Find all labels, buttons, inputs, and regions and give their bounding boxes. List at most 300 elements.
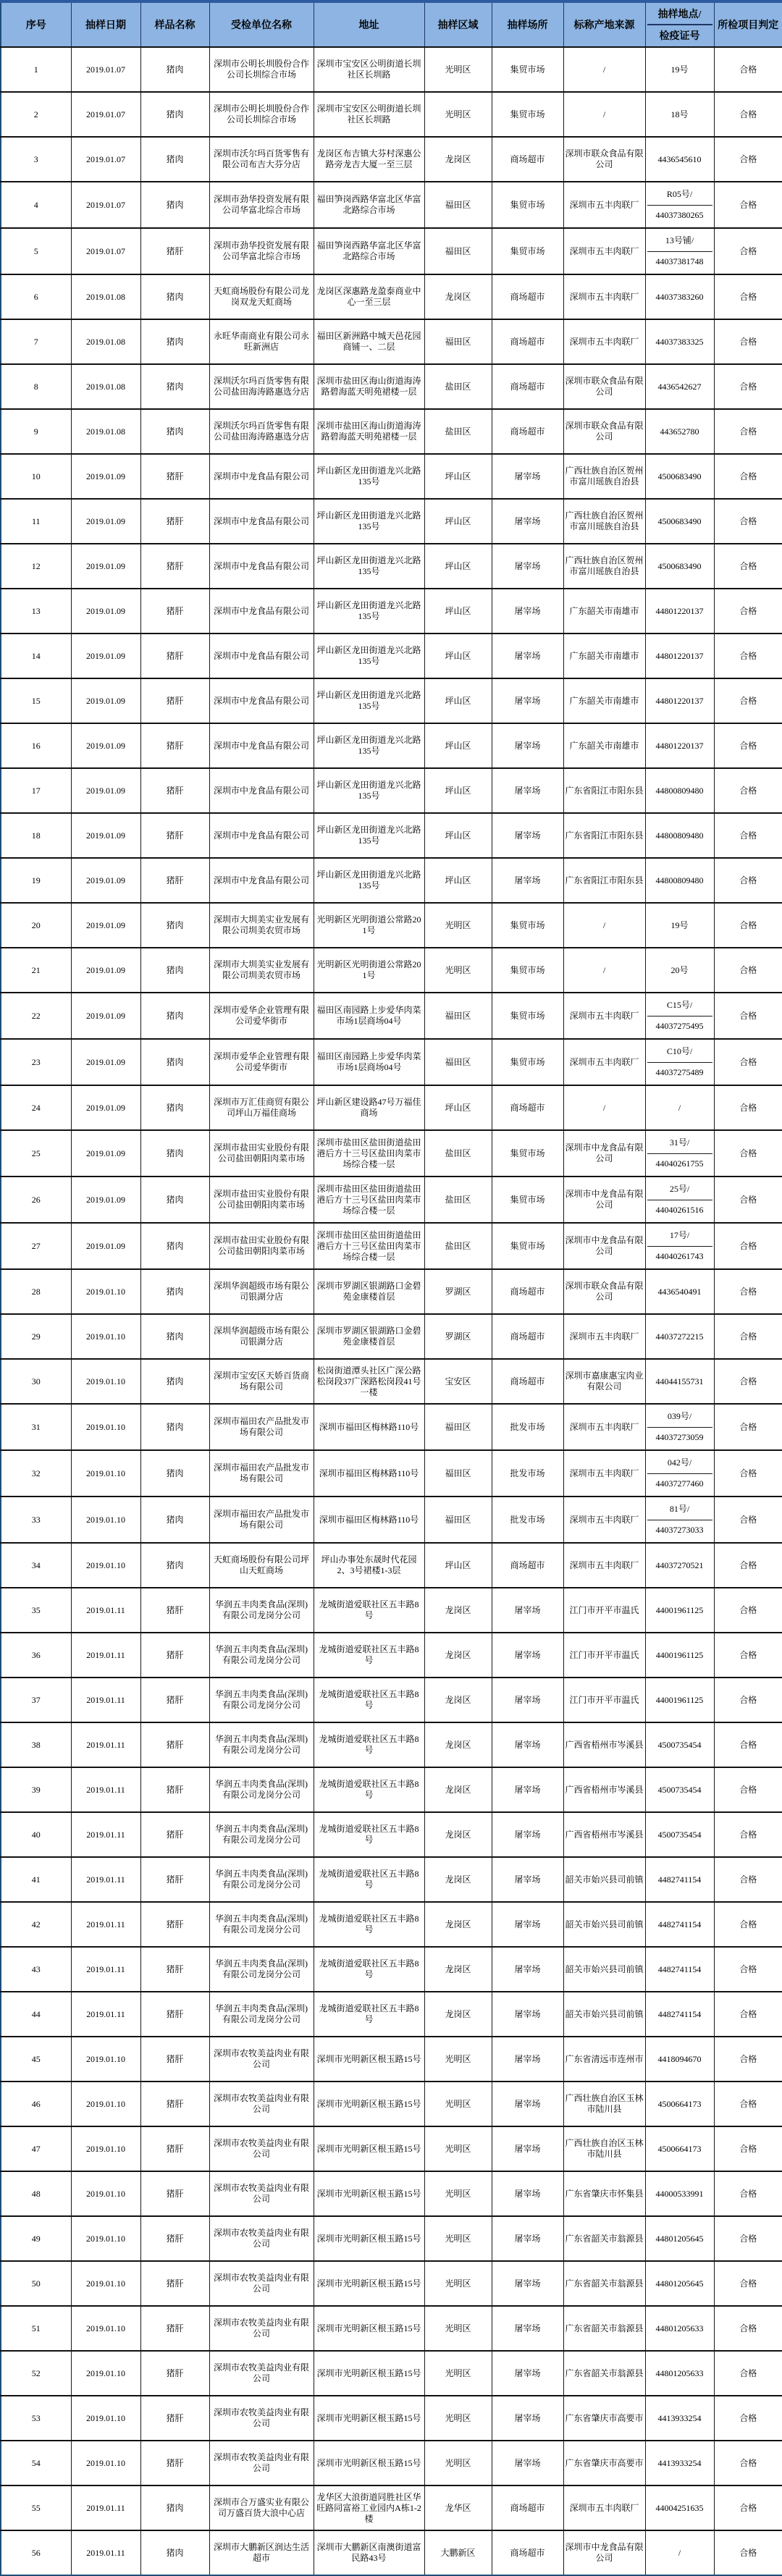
cell-date: 2019.01.10 — [71, 1359, 140, 1404]
cell-address: 坪山新区龙田街道龙兴北路135号 — [314, 678, 424, 723]
cell-cert: 4482741154 — [645, 1857, 714, 1902]
cell-venue: 批发市场 — [492, 1497, 563, 1543]
cell-no: 21 — [1, 948, 71, 993]
cell-cert: 44800809480 — [645, 813, 714, 858]
cell-district: 龙岗区 — [424, 274, 492, 319]
col-header-no: 序号 — [1, 1, 71, 47]
cell-venue: 商场超市 — [492, 137, 563, 182]
cell-date: 2019.01.08 — [71, 409, 140, 454]
cell-no: 16 — [1, 723, 71, 768]
cell-sample: 猪肝 — [140, 678, 209, 723]
cell-result: 合格 — [714, 768, 782, 813]
cell-cert: 44001961125 — [645, 1678, 714, 1722]
cell-origin: 广东韶关市南雄市 — [563, 723, 645, 768]
cell-venue: 屠宰场 — [492, 768, 563, 813]
cell-venue: 屠宰场 — [492, 813, 563, 858]
cell-sample: 猪肝 — [140, 2082, 209, 2126]
cell-date: 2019.01.07 — [71, 137, 140, 182]
cell-origin: 深圳市五丰肉联厂 — [563, 274, 645, 319]
cert-location-value: C10号/ — [647, 1042, 712, 1063]
col-header-district: 抽样区域 — [424, 1, 492, 47]
cell-unit: 深圳市大圳美实业发展有限公司圳美农贸市场 — [209, 948, 314, 993]
cell-cert — [645, 1130, 714, 1177]
cell-sample: 猪肉 — [140, 1314, 209, 1359]
cell-no: 52 — [1, 2351, 71, 2396]
cell-no: 30 — [1, 1359, 71, 1404]
cell-unit: 华润五丰肉类食品(深圳)有限公司龙岗分公司 — [209, 1678, 314, 1722]
cell-no: 38 — [1, 1722, 71, 1767]
cert-number-value: 44037273059 — [655, 1431, 704, 1442]
cell-venue: 批发市场 — [492, 1404, 563, 1450]
cell-district: 光明区 — [424, 2216, 492, 2261]
cell-district: 福田区 — [424, 319, 492, 364]
col-header-origin: 标称产地来源 — [563, 1, 645, 47]
cell-venue: 屠宰场 — [492, 1767, 563, 1812]
cell-result: 合格 — [714, 228, 782, 274]
cell-address: 深圳市盐田区盐田街道盐田港后方十三号区盐田肉菜市场综合楼一层 — [314, 1223, 424, 1269]
cell-venue: 商场超市 — [492, 1314, 563, 1359]
cell-sample: 猪肝 — [140, 589, 209, 634]
cell-venue: 屠宰场 — [492, 1722, 563, 1767]
cell-date: 2019.01.10 — [71, 2351, 140, 2396]
cell-no: 54 — [1, 2441, 71, 2485]
cell-cert: 4482741154 — [645, 1947, 714, 1992]
cell-district: 罗湖区 — [424, 1269, 492, 1314]
cell-result: 合格 — [714, 903, 782, 948]
table-row — [1, 182, 782, 228]
cert-number-value: 44037380265 — [655, 209, 704, 220]
cell-result: 合格 — [714, 1543, 782, 1588]
cell-district: 龙岗区 — [424, 1633, 492, 1678]
cell-no: 27 — [1, 1223, 71, 1269]
table-row — [1, 2261, 782, 2306]
cell-cert: 4436545610 — [645, 137, 714, 182]
cell-district: 龙华区 — [424, 2485, 492, 2530]
cell-address: 龙城街道爱联社区五丰路8号 — [314, 1722, 424, 1767]
cell-no: 4 — [1, 182, 71, 228]
cell-no: 26 — [1, 1177, 71, 1223]
cell-date: 2019.01.09 — [71, 1223, 140, 1269]
cell-sample: 猪肝 — [140, 454, 209, 499]
cell-address: 福田区南园路上步爱华肉菜市场1层商场04号 — [314, 1039, 424, 1085]
cell-sample: 猪肝 — [140, 499, 209, 544]
cell-address: 龙城街道爱联社区五丰路8号 — [314, 1992, 424, 2037]
cell-sample: 猪肝 — [140, 1633, 209, 1678]
cell-origin: 深圳市五丰肉联厂 — [563, 1450, 645, 1497]
cell-result: 合格 — [714, 1812, 782, 1857]
cell-unit: 深圳市万汇佳商贸有限公司坪山万福佳商场 — [209, 1085, 314, 1130]
cell-date: 2019.01.08 — [71, 364, 140, 409]
cell-cert: 4436542627 — [645, 364, 714, 409]
cell-cert: 44037383325 — [645, 319, 714, 364]
cell-sample: 猪肝 — [140, 1992, 209, 2037]
cell-result: 合格 — [714, 948, 782, 993]
cell-no: 37 — [1, 1678, 71, 1722]
cell-sample: 猪肝 — [140, 1722, 209, 1767]
cell-unit: 深圳市沃尔玛百货零售有限公司布吉大芬分店 — [209, 137, 314, 182]
table-row — [1, 1633, 782, 1678]
cell-unit: 深圳市中龙食品有限公司 — [209, 858, 314, 903]
table-row — [1, 1767, 782, 1812]
cell-venue: 商场超市 — [492, 409, 563, 454]
cell-cert: 44801220137 — [645, 678, 714, 723]
cell-unit: 深圳市农牧美益肉业有限公司 — [209, 2126, 314, 2171]
cell-date: 2019.01.10 — [71, 2441, 140, 2485]
cell-origin: 广西省梧州市岑溪县 — [563, 1722, 645, 1767]
cell-origin: 深圳市五丰肉联厂 — [563, 1543, 645, 1588]
cell-sample: 猪肝 — [140, 1902, 209, 1947]
cert-location-value: 17号/ — [647, 1226, 712, 1247]
cell-origin: 深圳市五丰肉联厂 — [563, 1404, 645, 1450]
cell-venue: 商场超市 — [492, 274, 563, 319]
cell-district: 大鹏新区 — [424, 2530, 492, 2575]
cell-result: 合格 — [714, 499, 782, 544]
cell-cert: 20号 — [645, 948, 714, 993]
cell-origin: 广东韶关市南雄市 — [563, 634, 645, 678]
cell-no: 6 — [1, 274, 71, 319]
cert-location-value: 042号/ — [647, 1453, 712, 1474]
table-row — [1, 544, 782, 589]
cell-origin: 韶关市始兴县司前镇 — [563, 1902, 645, 1947]
cell-unit: 深圳市劲华投资发展有限公司华富北综合市场 — [209, 228, 314, 274]
cell-result: 合格 — [714, 2216, 782, 2261]
cell-date: 2019.01.11 — [71, 1588, 140, 1633]
cell-venue: 屠宰场 — [492, 544, 563, 589]
cell-cert: 4413933254 — [645, 2396, 714, 2441]
cell-unit: 华润五丰肉类食品(深圳)有限公司龙岗分公司 — [209, 1588, 314, 1633]
cell-no: 7 — [1, 319, 71, 364]
cell-venue: 屠宰场 — [492, 1992, 563, 2037]
cell-result: 合格 — [714, 92, 782, 137]
cell-cert: / — [645, 1085, 714, 1130]
cell-district: 光明区 — [424, 2037, 492, 2082]
table-row — [1, 92, 782, 137]
cell-venue: 商场超市 — [492, 1359, 563, 1404]
cell-unit: 深圳市农牧美益肉业有限公司 — [209, 2351, 314, 2396]
cell-cert: 4418094670 — [645, 2037, 714, 2082]
cell-sample: 猪肉 — [140, 1269, 209, 1314]
cell-cert — [645, 1404, 714, 1450]
cell-unit: 华润五丰肉类食品(深圳)有限公司龙岗分公司 — [209, 1992, 314, 2037]
cell-district: 宝安区 — [424, 1359, 492, 1404]
cell-origin: 广西壮族自治区玉林市陆川县 — [563, 2082, 645, 2126]
cert-location-value: 31号/ — [647, 1133, 712, 1154]
cell-unit: 华润五丰肉类食品(深圳)有限公司龙岗分公司 — [209, 1902, 314, 1947]
cell-origin: 江门市开平市温氏 — [563, 1678, 645, 1722]
cell-origin: / — [563, 92, 645, 137]
cell-date: 2019.01.07 — [71, 92, 140, 137]
cell-address: 龙岗区深惠路龙盈泰商业中心一至三层 — [314, 274, 424, 319]
cell-result: 合格 — [714, 2441, 782, 2485]
cell-cert: 19号 — [645, 903, 714, 948]
cell-no: 42 — [1, 1902, 71, 1947]
table-row — [1, 1450, 782, 1497]
cell-origin: / — [563, 948, 645, 993]
cell-unit: 深圳市农牧美益肉业有限公司 — [209, 2037, 314, 2082]
cell-sample: 猪肝 — [140, 2171, 209, 2216]
cell-no: 17 — [1, 768, 71, 813]
cell-date: 2019.01.09 — [71, 993, 140, 1039]
cell-address: 深圳市大鹏新区南澳街道富民路43号 — [314, 2530, 424, 2575]
cell-venue: 集贸市场 — [492, 1039, 563, 1085]
cell-address: 坪山新区龙田街道龙兴北路135号 — [314, 634, 424, 678]
cell-unit: 深圳市公明长圳股份合作公司长圳综合市场 — [209, 92, 314, 137]
cell-result: 合格 — [714, 1902, 782, 1947]
cell-venue: 屠宰场 — [492, 2037, 563, 2082]
cell-date: 2019.01.10 — [71, 2171, 140, 2216]
cell-origin: 广东省清远市连州市 — [563, 2037, 645, 2082]
cell-district: 坪山区 — [424, 1543, 492, 1588]
cert-number-value: 44040261755 — [655, 1158, 704, 1169]
table-header — [1, 1, 782, 47]
col-header-venue: 抽样场所 — [492, 1, 563, 47]
cell-no: 19 — [1, 858, 71, 903]
cell-no: 5 — [1, 228, 71, 274]
cell-cert: 44044155731 — [645, 1359, 714, 1404]
cell-address: 坪山新区建设路47号万福佳商场 — [314, 1085, 424, 1130]
cell-no: 22 — [1, 993, 71, 1039]
cell-no: 51 — [1, 2306, 71, 2351]
cell-venue: 屠宰场 — [492, 2082, 563, 2126]
cell-sample: 猪肉 — [140, 364, 209, 409]
cell-origin: / — [563, 903, 645, 948]
cell-address: 光明新区光明街道公常路201号 — [314, 948, 424, 993]
cell-address: 深圳市光明新区根玉路15号 — [314, 2171, 424, 2216]
cell-sample: 猪肝 — [140, 2037, 209, 2082]
cell-origin: 深圳市五丰肉联厂 — [563, 182, 645, 228]
cell-district: 光明区 — [424, 47, 492, 92]
cell-date: 2019.01.11 — [71, 1992, 140, 2037]
cell-no: 12 — [1, 544, 71, 589]
cell-district: 福田区 — [424, 1497, 492, 1543]
cert-location-value: R05号/ — [647, 185, 712, 206]
cell-address: 深圳市盐田区海山街道海涛路碧海蓝天明苑裙楼一层 — [314, 364, 424, 409]
cell-unit: 深圳市盐田实业股份有限公司盐田朝阳肉菜市场 — [209, 1223, 314, 1269]
cell-no: 43 — [1, 1947, 71, 1992]
cell-result: 合格 — [714, 364, 782, 409]
table-row — [1, 319, 782, 364]
table-row — [1, 228, 782, 274]
cell-unit: 华润五丰肉类食品(深圳)有限公司龙岗分公司 — [209, 1767, 314, 1812]
cell-no: 2 — [1, 92, 71, 137]
col-header-location-cert — [645, 1, 714, 47]
cell-cert: 44037270521 — [645, 1543, 714, 1588]
cell-district: 龙岗区 — [424, 1902, 492, 1947]
cell-venue: 集贸市场 — [492, 228, 563, 274]
cell-district: 坪山区 — [424, 589, 492, 634]
cell-sample: 猪肉 — [140, 274, 209, 319]
cell-origin: 深圳市五丰肉联厂 — [563, 1314, 645, 1359]
cell-result: 合格 — [714, 1947, 782, 1992]
table-row — [1, 2171, 782, 2216]
cell-result: 合格 — [714, 1085, 782, 1130]
cell-venue: 集贸市场 — [492, 993, 563, 1039]
cell-date: 2019.01.11 — [71, 2530, 140, 2575]
cell-venue: 屠宰场 — [492, 2396, 563, 2441]
cell-district: 盐田区 — [424, 409, 492, 454]
cert-location-value: 13号铺/ — [647, 231, 712, 252]
cell-cert: 4500683490 — [645, 499, 714, 544]
cell-venue: 屠宰场 — [492, 2306, 563, 2351]
cell-cert: 4500735454 — [645, 1767, 714, 1812]
cell-venue: 屠宰场 — [492, 454, 563, 499]
cell-sample: 猪肉 — [140, 948, 209, 993]
cell-date: 2019.01.10 — [71, 2396, 140, 2441]
cell-unit: 永旺华南商业有限公司永旺新洲店 — [209, 319, 314, 364]
cell-address: 深圳市光明新区根玉路15号 — [314, 2216, 424, 2261]
cell-no: 28 — [1, 1269, 71, 1314]
cell-origin: 广西省梧州市岑溪县 — [563, 1767, 645, 1812]
cell-address: 坪山新区龙田街道龙兴北路135号 — [314, 768, 424, 813]
cell-district: 坪山区 — [424, 678, 492, 723]
cell-district: 坪山区 — [424, 768, 492, 813]
cell-date: 2019.01.08 — [71, 319, 140, 364]
cell-sample: 猪肉 — [140, 1130, 209, 1177]
cell-origin: 广东省阳江市阳东县 — [563, 768, 645, 813]
table-row — [1, 1404, 782, 1450]
cell-district: 龙岗区 — [424, 1947, 492, 1992]
cell-venue: 集贸市场 — [492, 1177, 563, 1223]
cell-cert: 4500735454 — [645, 1722, 714, 1767]
cell-district: 福田区 — [424, 182, 492, 228]
cell-address: 深圳市光明新区根玉路15号 — [314, 2126, 424, 2171]
cell-date: 2019.01.07 — [71, 47, 140, 92]
cell-venue: 商场超市 — [492, 364, 563, 409]
cell-result: 合格 — [714, 2126, 782, 2171]
cell-address: 坪山新区龙田街道龙兴北路135号 — [314, 544, 424, 589]
cell-sample: 猪肝 — [140, 858, 209, 903]
table-row — [1, 2396, 782, 2441]
cell-district: 坪山区 — [424, 454, 492, 499]
cell-result: 合格 — [714, 2261, 782, 2306]
cell-date: 2019.01.10 — [71, 2261, 140, 2306]
table-row — [1, 1812, 782, 1857]
cell-address: 深圳市光明新区根玉路15号 — [314, 2037, 424, 2082]
cell-cert: 4482741154 — [645, 1992, 714, 2037]
cell-sample: 猪肉 — [140, 137, 209, 182]
cell-date: 2019.01.10 — [71, 1404, 140, 1450]
cell-origin: 深圳市五丰肉联厂 — [563, 228, 645, 274]
cell-unit: 华润五丰肉类食品(深圳)有限公司龙岗分公司 — [209, 1722, 314, 1767]
table-row — [1, 47, 782, 92]
cell-no: 56 — [1, 2530, 71, 2575]
cell-district: 光明区 — [424, 948, 492, 993]
cell-unit: 深圳市中龙食品有限公司 — [209, 768, 314, 813]
cell-district: 坪山区 — [424, 858, 492, 903]
table-row — [1, 2216, 782, 2261]
cell-origin: 广东省阳江市阳东县 — [563, 858, 645, 903]
cell-no: 25 — [1, 1130, 71, 1177]
cell-district: 龙岗区 — [424, 1588, 492, 1633]
cell-origin: 深圳市五丰肉联厂 — [563, 319, 645, 364]
cell-cert — [645, 1223, 714, 1269]
cell-result: 合格 — [714, 589, 782, 634]
cell-cert: 4500664173 — [645, 2126, 714, 2171]
cell-origin: 深圳市中龙食品有限公司 — [563, 1223, 645, 1269]
cell-venue: 屠宰场 — [492, 2171, 563, 2216]
cell-district: 福田区 — [424, 993, 492, 1039]
table-row — [1, 1992, 782, 2037]
cell-address: 光明新区光明街道公常路201号 — [314, 903, 424, 948]
cell-cert — [645, 1177, 714, 1223]
cell-unit: 深圳市宝安区天娇百货商场有限公司 — [209, 1359, 314, 1404]
cell-district: 福田区 — [424, 1404, 492, 1450]
cell-date: 2019.01.10 — [71, 1543, 140, 1588]
cell-venue: 屠宰场 — [492, 499, 563, 544]
cell-cert: 44801205633 — [645, 2306, 714, 2351]
cell-no: 8 — [1, 364, 71, 409]
cell-result: 合格 — [714, 1497, 782, 1543]
cell-cert: 44037383260 — [645, 274, 714, 319]
cell-district: 龙岗区 — [424, 1678, 492, 1722]
cell-result: 合格 — [714, 2171, 782, 2216]
cell-address: 深圳市宝安区公明街道长圳社区长圳路 — [314, 92, 424, 137]
cell-sample: 猪肉 — [140, 1450, 209, 1497]
cell-result: 合格 — [714, 2082, 782, 2126]
cell-date: 2019.01.10 — [71, 2037, 140, 2082]
cell-origin: 深圳市五丰肉联厂 — [563, 2485, 645, 2530]
cell-district: 光明区 — [424, 2082, 492, 2126]
cert-number-value: 44037277460 — [655, 1478, 704, 1489]
cell-unit: 深圳市农牧美益肉业有限公司 — [209, 2171, 314, 2216]
col-header-cert-no: 检疫证号 — [659, 31, 700, 42]
cell-result: 合格 — [714, 723, 782, 768]
table-row — [1, 2485, 782, 2530]
cell-cert: 44801205645 — [645, 2261, 714, 2306]
cell-unit: 深圳华润超级市场有限公司银湖分店 — [209, 1314, 314, 1359]
table-row — [1, 813, 782, 858]
cell-sample: 猪肝 — [140, 1767, 209, 1812]
cell-result: 合格 — [714, 1404, 782, 1450]
cell-sample: 猪肉 — [140, 1085, 209, 1130]
cell-origin: 广西壮族自治区贺州市富川瑶族自治县 — [563, 499, 645, 544]
cell-address: 深圳市罗湖区银湖路口金碧苑金康楼首层 — [314, 1314, 424, 1359]
cell-result: 合格 — [714, 1588, 782, 1633]
table-row — [1, 1678, 782, 1722]
cell-district: 龙岗区 — [424, 1767, 492, 1812]
cell-date: 2019.01.11 — [71, 1678, 140, 1722]
table-row — [1, 1497, 782, 1543]
cell-sample: 猪肉 — [140, 1223, 209, 1269]
header-row — [1, 1, 782, 47]
cell-venue: 屠宰场 — [492, 2441, 563, 2485]
cell-address: 龙城街道爱联社区五丰路8号 — [314, 1588, 424, 1633]
cell-sample: 猪肝 — [140, 2441, 209, 2485]
cell-cert: 4500735454 — [645, 1812, 714, 1857]
table-row — [1, 678, 782, 723]
table-row — [1, 1314, 782, 1359]
cell-venue: 屠宰场 — [492, 1902, 563, 1947]
cell-address: 深圳市光明新区根玉路15号 — [314, 2441, 424, 2485]
cell-district: 坪山区 — [424, 499, 492, 544]
cell-address: 坪山新区龙田街道龙兴北路135号 — [314, 589, 424, 634]
cell-sample: 猪肝 — [140, 2261, 209, 2306]
cell-cert: 44800809480 — [645, 858, 714, 903]
cell-sample: 猪肝 — [140, 1678, 209, 1722]
cell-address: 福田笋岗西路华富北区华富北路综合市场 — [314, 228, 424, 274]
cell-sample: 猪肉 — [140, 2485, 209, 2530]
cell-date: 2019.01.09 — [71, 678, 140, 723]
cell-unit: 深圳市大圳美实业发展有限公司圳美农贸市场 — [209, 903, 314, 948]
cell-no: 24 — [1, 1085, 71, 1130]
cell-venue: 屠宰场 — [492, 858, 563, 903]
table-row — [1, 1177, 782, 1223]
cell-origin: 江门市开平市温氏 — [563, 1633, 645, 1678]
table-row — [1, 903, 782, 948]
cell-no: 53 — [1, 2396, 71, 2441]
cell-unit: 深圳市合万盛实业有限公司万盛百货大浪中心店 — [209, 2485, 314, 2530]
col-header-address: 地址 — [314, 1, 424, 47]
